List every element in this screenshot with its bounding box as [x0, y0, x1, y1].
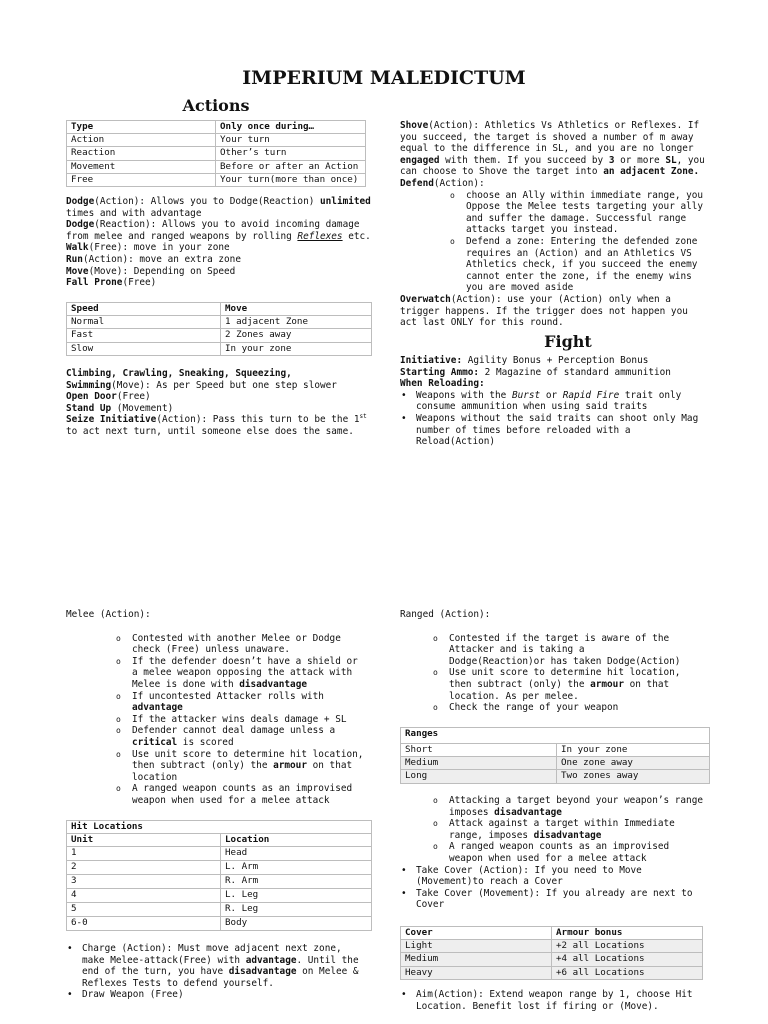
rule-dodge-action: Dodge(Action): Allows you to Dodge(Reaction) unlimited times and with advantage	[66, 196, 371, 219]
ranged-list	[433, 633, 683, 714]
table-cell: Heavy	[401, 966, 552, 979]
table-cell: Long	[401, 770, 557, 783]
ranged-heading: Ranged (Action):	[400, 609, 491, 620]
table-cell: Before or after an Action	[216, 160, 366, 173]
list-item: o Use unit score to determine hit location, then subtract (only) the armour on that location. As per melee.	[433, 667, 683, 702]
table-cell: +6 all Locations	[552, 966, 703, 979]
list-item: • Take Cover (Movement): If you already are next to Cover	[400, 888, 700, 911]
table-cell: Reaction	[67, 147, 216, 160]
cover-table	[400, 926, 703, 980]
table-cell: Light	[401, 940, 552, 953]
rule-open-door: Open Door(Free)	[66, 391, 151, 403]
list-item: o A ranged weapon counts as an improvised weapon when used for a melee attack	[433, 841, 703, 864]
movement-rules	[66, 368, 371, 438]
list-item: • Aim(Action): Extend weapon range by 1, choose Hit Location. Benefit lost if firing or (Move).	[400, 989, 700, 1012]
table-cell: +4 all Locations	[552, 953, 703, 966]
list-item: o If the defender doesn’t have a shield or a melee weapon opposing the attack with Melee is done with disadvantage	[116, 656, 366, 691]
ranges-table	[400, 727, 710, 784]
list-item: o If the attacker wins deals damage + SL	[116, 714, 366, 726]
list-item: o Defender cannot deal damage unless a critical is scored	[116, 725, 366, 748]
rule-overwatch: Overwatch(Action): use your (Action) only when a trigger happens. If the trigger does not happen you act last ONLY for this round.	[400, 293, 688, 329]
rule-stand-up: Stand Up (Movement)	[66, 402, 174, 414]
fight-heading: Fight	[544, 332, 592, 351]
table-header: Only once during…	[216, 121, 366, 134]
table-cell: 2 Zones away	[221, 329, 372, 342]
rule-fall-prone: Fall Prone(Free)	[66, 277, 157, 289]
list-item: o Defend a zone: Entering the defended zone requires an (Action) and an Athletics VS Athletics check, if you succeed the enemy cannot enter the zone, if the enemy wins you are moved aside	[450, 236, 705, 294]
rule-move: Move(Move): Depending on Speed	[66, 265, 236, 277]
melee-bullets	[66, 943, 366, 1001]
rule-when-reloading: When Reloading:	[400, 378, 485, 390]
table-title: Ranges	[401, 728, 710, 744]
table-cell: +2 all Locations	[552, 940, 703, 953]
table-header: Armour bonus	[552, 927, 703, 940]
table-cell: 6-0	[67, 917, 221, 931]
table-cell: In your zone	[221, 342, 372, 355]
table-cell: One zone away	[557, 757, 710, 770]
table-cell: In your zone	[557, 744, 710, 757]
table-cell: Your turn	[216, 134, 366, 147]
rule-walk: Walk(Free): move in your zone	[66, 242, 230, 254]
table-header: Cover	[401, 927, 552, 940]
aim-rule	[400, 989, 700, 1012]
table-cell: Your turn(more than once)	[216, 173, 366, 186]
table-cell: Fast	[67, 329, 221, 342]
ranged-section	[400, 609, 710, 714]
hit-locations-table	[66, 820, 372, 931]
table-cell: Free	[67, 173, 216, 186]
table-cell: Medium	[401, 757, 557, 770]
speed-table	[66, 302, 372, 356]
table-cell: 2	[67, 861, 221, 875]
list-item: o Use unit score to determine hit location, then subtract (only) the armour on that location	[116, 749, 366, 784]
melee-bullet-list	[66, 943, 366, 1001]
table-cell: L. Leg	[221, 889, 372, 903]
list-item: o Check the range of your weapon	[433, 702, 683, 714]
list-item: • Charge (Action): Must move adjacent next zone, make Melee-attack(Free) with advantage. Until the end of the turn, you have disadvantage on Melee & Reflexes Tests to defend yourself.	[66, 943, 366, 989]
page-title: IMPERIUM MALEDICTUM	[242, 67, 526, 89]
reload-list	[400, 390, 710, 448]
table-cell: Action	[67, 134, 216, 147]
table-cell: 3	[67, 875, 221, 889]
actions-heading: Actions	[182, 96, 250, 115]
melee-section	[66, 609, 376, 807]
table-cell: Slow	[67, 342, 221, 355]
table-header: Speed	[67, 303, 221, 316]
list-item: o Attack against a target within Immediate range, imposes disadvantage	[433, 818, 703, 841]
melee-heading: Melee (Action):	[66, 609, 151, 620]
table-cell: Two zones away	[557, 770, 710, 783]
rule-run: Run(Action): move an extra zone	[66, 253, 241, 265]
table-cell: Other’s turn	[216, 147, 366, 160]
list-item: o Contested with another Melee or Dodge check (Free) unless unaware.	[116, 633, 366, 656]
action-rules	[66, 196, 371, 289]
rule-climbing: Climbing, Crawling, Sneaking, Squeezing,	[66, 368, 292, 379]
action-types-table	[66, 120, 366, 187]
table-cell: Movement	[67, 160, 216, 173]
list-item: o A ranged weapon counts as an improvised weapon when used for a melee attack	[116, 783, 366, 806]
defend-list	[450, 190, 705, 294]
right-action-rules	[400, 120, 705, 329]
table-cell: 1 adjacent Zone	[221, 316, 372, 329]
fight-rules	[400, 355, 710, 448]
rule-initiative: Initiative: Agility Bonus + Perception Bonus	[400, 355, 649, 366]
list-item: • Weapons without the said traits can shoot only Mag number of times before reloaded with a Reload(Action)	[400, 413, 710, 448]
list-item: • Weapons with the Burst or Rapid Fire trait only consume ammunition when using said traits	[400, 390, 710, 413]
rule-starting-ammo: Starting Ammo: 2 Magazine of standard ammunition	[400, 366, 671, 378]
aim-list	[400, 989, 700, 1012]
rule-seize-initiative: Seize Initiative(Action): Pass this turn to be the 1st to act next turn, until someone else does the same.	[66, 413, 367, 437]
table-cell: R. Arm	[221, 875, 372, 889]
list-item: o If uncontested Attacker rolls with advantage	[116, 691, 366, 714]
list-item: • Take Cover (Action): If you need to Move (Movement)to reach a Cover	[400, 865, 700, 888]
rule-swimming: Swimming(Move): As per Speed but one step slower	[66, 379, 337, 391]
list-item: o Contested if the target is aware of the Attacker and is taking a Dodge(Reaction)or has taken Dodge(Action)	[433, 633, 683, 668]
list-item: o choose an Ally within immediate range, you Oppose the Melee tests targeting your ally and suffer the damage. Successful range attacks target you instead.	[450, 190, 705, 236]
list-item: o Attacking a target beyond your weapon’s range imposes disadvantage	[433, 795, 703, 818]
table-title: Hit Locations	[67, 821, 372, 834]
ranged-more	[400, 795, 710, 911]
rule-shove: Shove(Action): Athletics Vs Athletics or Reflexes. If you succeed, the target is shoved a number of m away equal to the difference in SL, and you are no longer engaged with them. If you succeed by 3 or more SL, you can choose to Shove the target into an adjacent Zone.	[400, 120, 705, 178]
table-cell: 1	[67, 847, 221, 861]
table-cell: 5	[67, 903, 221, 917]
melee-list	[116, 633, 366, 807]
table-cell: Normal	[67, 316, 221, 329]
table-header: Move	[221, 303, 372, 316]
rule-defend: Defend(Action):	[400, 177, 485, 189]
cover-list	[400, 865, 700, 911]
table-cell: 4	[67, 889, 221, 903]
rule-dodge-reaction: Dodge(Reaction): Allows you to avoid incoming damage from melee and ranged weapons by rolling Reflexes etc.	[66, 219, 371, 242]
table-cell: L. Arm	[221, 861, 372, 875]
table-cell: Head	[221, 847, 372, 861]
table-header: Type	[67, 121, 216, 134]
ranged-list-2	[433, 795, 703, 865]
table-cell: Medium	[401, 953, 552, 966]
table-cell: Body	[221, 917, 372, 931]
list-item: • Draw Weapon (Free)	[66, 989, 366, 1001]
table-cell: R. Leg	[221, 903, 372, 917]
table-header: Location	[221, 834, 372, 847]
table-header: Unit	[67, 834, 221, 847]
table-cell: Short	[401, 744, 557, 757]
